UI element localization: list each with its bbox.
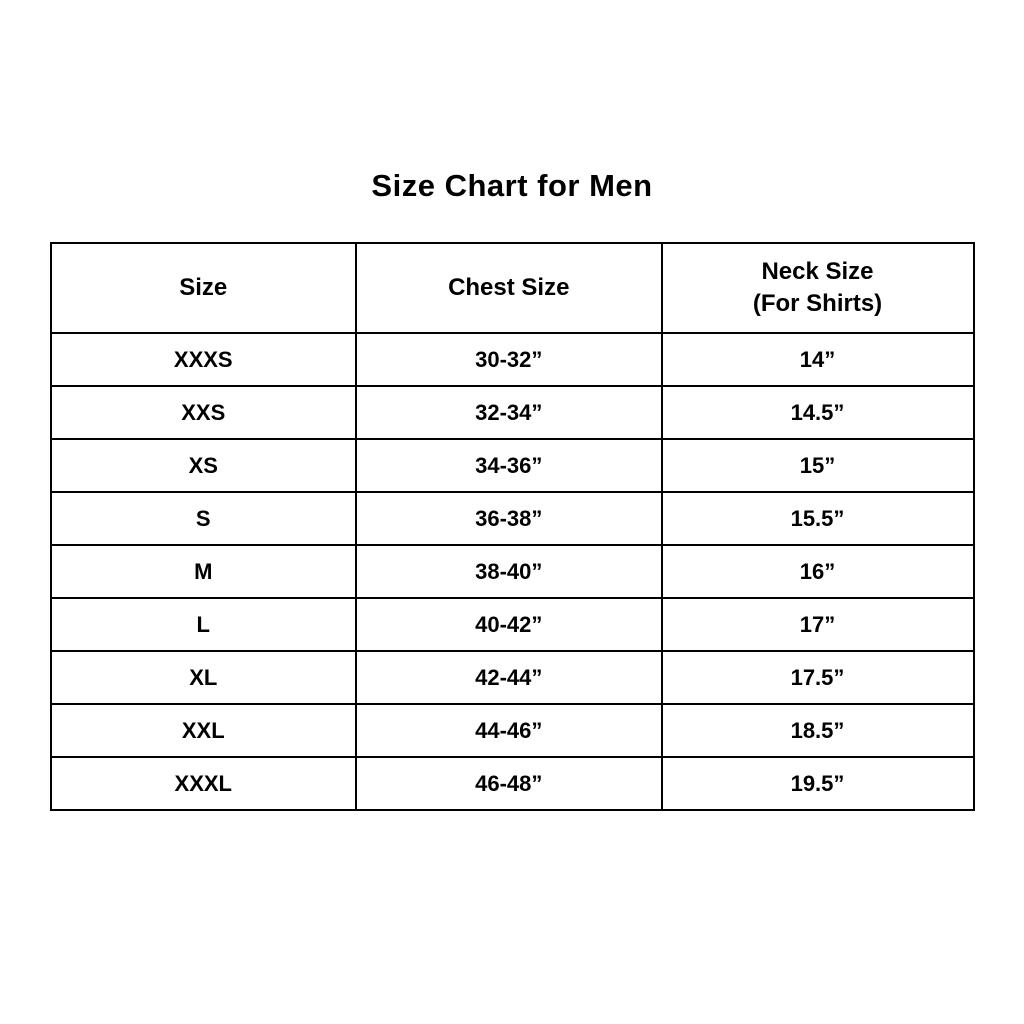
table-row [51,651,974,704]
table-row [51,757,974,810]
size-cell: XL [51,651,357,704]
table-row [51,333,974,386]
neck-cell: 18.5” [662,704,974,757]
size-cell: XXS [51,386,357,439]
table-header-row [51,243,974,333]
neck-cell: 16” [662,545,974,598]
chest-cell: 46-48” [356,757,662,810]
size-cell: XS [51,439,357,492]
neck-cell: 15.5” [662,492,974,545]
size-cell: S [51,492,357,545]
table-body [51,333,974,810]
neck-cell: 19.5” [662,757,974,810]
chest-cell: 30-32” [356,333,662,386]
page-title: Size Chart for Men [371,168,653,203]
size-cell: XXXL [51,757,357,810]
column-header-chest-size: Chest Size [356,243,662,333]
size-chart-table [50,242,975,811]
neck-cell: 14.5” [662,386,974,439]
table-row [51,545,974,598]
chest-cell: 32-34” [356,386,662,439]
chest-cell: 40-42” [356,598,662,651]
size-cell: XXL [51,704,357,757]
chest-cell: 44-46” [356,704,662,757]
size-cell: M [51,545,357,598]
table-row [51,598,974,651]
neck-cell: 17” [662,598,974,651]
chest-cell: 34-36” [356,439,662,492]
column-header-neck-size-line2: (For Shirts) [752,290,883,317]
chest-cell: 36-38” [356,492,662,545]
neck-cell: 15” [662,439,974,492]
column-header-size: Size [51,243,357,333]
neck-cell: 14” [662,333,974,386]
table-row [51,492,974,545]
column-header-neck-size [662,243,974,333]
chest-cell: 38-40” [356,545,662,598]
neck-cell: 17.5” [662,651,974,704]
table-row [51,439,974,492]
column-header-neck-size-line1: Neck Size [761,257,874,285]
chest-cell: 42-44” [356,651,662,704]
size-cell: XXXS [51,333,357,386]
table-row [51,386,974,439]
size-cell: L [51,598,357,651]
table-row [51,704,974,757]
